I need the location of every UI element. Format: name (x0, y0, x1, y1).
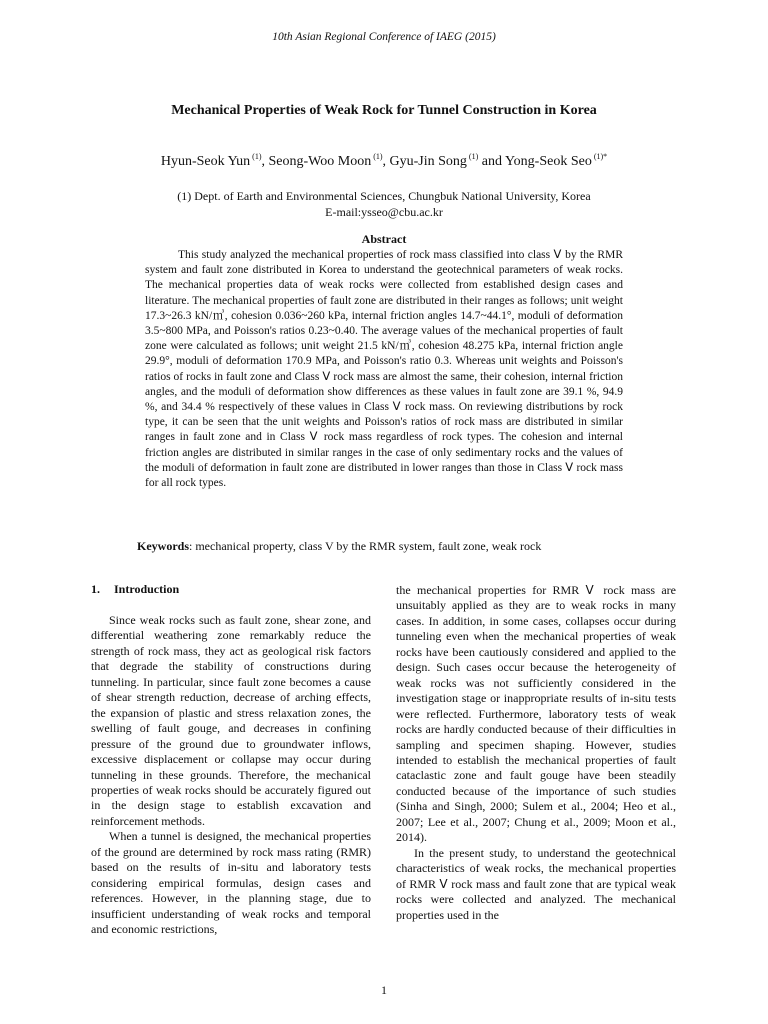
keywords-label: Keywords (137, 539, 189, 553)
author: Hyun-Seok Yun $^{(1)}$, (160, 152, 269, 169)
keywords-line (137, 539, 637, 554)
right-column (396, 583, 676, 923)
paper-title: Mechanical Properties of Weak Rock for Tunnel Construction in Korea (171, 103, 597, 118)
affiliation: (1) Dept. of Earth and Environmental Sciences, Chungbuk National University, Korea (177, 189, 591, 203)
paragraph: In the present study, to understand the geotechnical characteristics of weak rocks, the mechanical properties of RMR Ⅴ rock mass and fault zone that are typical weak rocks were collected and analyzed. The mechanical properties used in the (396, 845, 676, 922)
section-title: Introduction (114, 582, 180, 596)
affiliation-block (0, 188, 768, 220)
page-number: 1 (381, 983, 387, 997)
author: Yong-Seok Seo $^{(1)*}$ (504, 152, 608, 169)
section-heading (91, 582, 179, 597)
paragraph: Since weak rocks such as fault zone, shear zone, and differential weathering zone remarkably reduce the strength of rock mass, they act as geological risk factors that degrade the stability of constructions during tunneling. In particular, since fault zone becomes a cause of shear strength reduction, decrease of arching effects, the expansion of plastic and stress relaxation zones, the swelling of fault gouge, and decreases in confining pressure of the ground due to groundwater inflows, excessive displacement or collapse may occur during tunneling in these grounds. Therefore, the mechanical properties of weak rocks should be accurately figured out in the design stage to establish excavation and reinforcement methods. (91, 613, 371, 828)
paragraph: the mechanical properties for RMR Ⅴ rock mass are unsuitably applied as they are to weak rocks in many cases. In addition, in some cases, collapses occur during tunneling even when the mechanical properties of weak rocks have been cautiously considered and applied to the design. Such cases occur because the heterogeneity of weak rocks was not sufficiently considered in the investigation stage or inappropriate results of in-situ tests were reflected. Furthermore, laboratory tests of weak rocks are hardly conducted because of their difficulties in sampling and specimen shaping. However, studies intended to establish the mechanical properties of fault cataclastic zone and fault gouge have been steadily conducted because of the importance of such studies (Sinha and Singh, 2000; Sulem et al., 2004; Heo et al., 2007; Lee et al., 2007; Chung et al., 2009; Moon et al., 2014). (396, 583, 676, 845)
running-header: 10th Asian Regional Conference of IAEG (2015) (272, 31, 496, 43)
keywords-text: : mechanical property, class V by the RMR system, fault zone, weak rock (189, 539, 542, 553)
left-column (91, 613, 371, 938)
abstract-body: This study analyzed the mechanical properties of rock mass classified into class Ⅴ by the RMR system and fault zone distributed in Korea to understand the geotechnical parameters of weak rocks. The mechanical properties data of weak rocks were collected from established design cases and literature. The mechanical properties of fault zone are distributed in their ranges as follows; unit weight 17.3~26.3 kN/㎥, cohesion 0.036~260 kPa, internal friction angles 14.7~44.1°, moduli of deformation 3.5~800 MPa, and Poisson's ratios 0.23~0.40. The average values of the mechanical properties of fault zone were calculated as follows; unit weight 21.5 kN/㎥, cohesion 48.275 kPa, internal friction angle 29.9°, moduli of deformation 170.9 MPa, and Poisson's ratio 0.3. Whereas unit weights and Poisson's ratios of rocks in fault zone and Class Ⅴ rock mass are almost the same, their cohesion, internal friction angles, and the moduli of deformation show differences as these values in fault zone are 39.1 %, 94.9 %, and 34.4 % respectively of these values in Class Ⅴ rock mass. On reviewing distributions by rock type, it can be seen that the unit weights and Poisson's ratios of rock mass are distributed in similar ranges in fault zone and in Class Ⅴ rock mass regardless of rock types. The cohesion and internal friction angles are distributed in similar ranges in the case of only sedimentary rocks and the values of the moduli of deformation in fault zone are distributed in lower ranges than those in Class Ⅴ rock mass for all rock types. (145, 249, 623, 490)
abstract-heading: Abstract (361, 232, 407, 246)
author: Gyu-Jin Song $^{(1)}$ and (389, 152, 505, 169)
section-number: 1. (91, 582, 100, 596)
author-list (0, 154, 768, 170)
contact-email: E-mail:ysseo@cbu.ac.kr (325, 205, 443, 219)
author: Seong-Woo Moon $^{(1)}$, (268, 152, 390, 169)
paragraph: When a tunnel is designed, the mechanical properties of the ground are determined by rock mass rating (RMR) based on the results of in-situ and laboratory tests considering empirical formulas, design cases and references. However, in the planning stage, due to insufficient understanding of weak rocks and temporal and economic restrictions, (91, 829, 371, 937)
